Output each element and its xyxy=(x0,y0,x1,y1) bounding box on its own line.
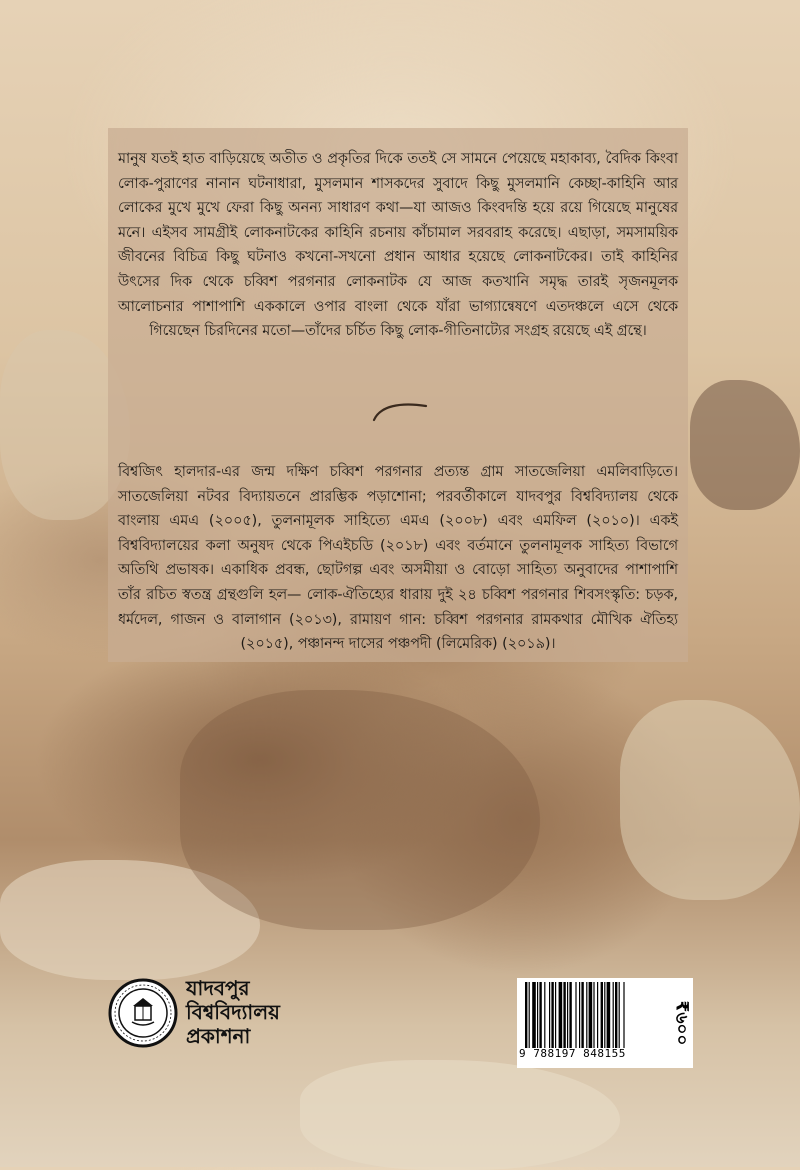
barcode-bar xyxy=(579,982,580,1048)
wall-texture xyxy=(690,380,800,510)
barcode-bar xyxy=(537,982,538,1048)
barcode-bar xyxy=(601,982,603,1048)
barcode-bar xyxy=(615,982,617,1048)
barcode-bar xyxy=(619,982,620,1048)
barcode-bar xyxy=(597,982,598,1048)
wall-texture xyxy=(180,690,540,930)
barcode-bar xyxy=(549,982,550,1048)
barcode-bar xyxy=(569,982,571,1048)
university-seal-logo xyxy=(108,978,178,1048)
wall-texture xyxy=(620,700,800,900)
barcode-bar xyxy=(604,982,605,1048)
barcode-bar xyxy=(529,982,530,1048)
barcode-bar xyxy=(567,982,568,1048)
barcode-bar xyxy=(607,982,611,1048)
barcode-bar xyxy=(589,982,593,1048)
barcode-bar xyxy=(563,982,565,1048)
barcode-bar xyxy=(555,982,556,1048)
author-bio: বিশ্বজিৎ হালদার-এর জন্ম দক্ষিণ চব্বিশ পরগনার প্রত্যন্ত গ্রাম সাতজেলিয়া এমলিবাড়িতে। সাতজেলিয়া নটবর বিদ্যায়তনে প্রারম্ভিক পড়াশোনা; পরবর্তীকালে যাদবপুর বিশ্ববিদ্যালয় থেকে বাংলায় এমএ (২০০৫), তুলনামূলক সাহিত্যে এমএ (২০০৮) এবং এমফিল (২০১০)। একই বিশ্ববিদ্যালয়ের কলা অনুষদ থেকে পিএইচডি (২০১৮) এবং বর্তমানে তুলনামূলক সাহিত্য বিভাগে অতিথি প্রভাষক। একাধিক প্রবন্ধ, ছোটগল্প এবং অসমীয়া ও বোড়ো সাহিত্য অনুবাদের পাশাপাশি তাঁর রচিত স্বতন্ত্র গ্রন্থগুলি হল— লোক-ঐতিহ্যের ধারায় দুই ২৪ চব্বিশ পরগনার শিবসংস্কৃতি: চড়ক, ধর্মদেল, গাজন ও বালাগান (২০১৩), রামায়ণ গান: চব্বিশ পরগনার রামকথার মৌখিক ঐতিহ্য (২০১৫), পঞ্চানন্দ দাসের পঞ্চপদী (লিমেরিক) (২০১৯)। xyxy=(118,464,678,653)
barcode-bar xyxy=(581,982,583,1048)
barcode-bar xyxy=(575,982,576,1048)
barcode-bar xyxy=(539,982,541,1048)
barcode-bar xyxy=(623,982,624,1048)
barcode-bar xyxy=(532,982,536,1048)
barcode-bar xyxy=(544,982,545,1048)
publisher-name xyxy=(186,976,326,1048)
barcode-bar xyxy=(559,982,563,1048)
barcode-bar xyxy=(613,982,614,1048)
barcode-bar xyxy=(551,982,553,1048)
barcode-bar xyxy=(593,982,594,1048)
isbn-number: 9 788197 848155 xyxy=(519,1047,626,1060)
barcode xyxy=(523,982,661,1048)
barcode-box xyxy=(517,978,693,1068)
barcode-bar xyxy=(586,982,587,1048)
ornament-divider xyxy=(370,398,430,426)
price-label-box xyxy=(667,978,693,1068)
publisher-line-3: প্রকাশনা xyxy=(186,1024,251,1048)
book-description: মানুষ যতই হাত বাড়িয়েছে অতীত ও প্রকৃতির দিকে ততই সে সামনে পেয়েছে মহাকাব্য, বৈদিক কিংবা লোক-পুরাণের নানান ঘটনাধারা, মুসলমান শাসকদের সুবাদে কিছু মুসলমানি কেচ্ছা-কাহিনি আর লোকের মুখে মুখে ফেরা কিছু অনন্য সাধারণ কথা—যা আজও কিংবদন্তি হয়ে রয়ে গিয়েছে মানুষের মনে। এইসব সামগ্রীই লোকনাটকের কাহিনি রচনায় কাঁচামাল সরবরাহ করেছে। এছাড়া, সমসাময়িক জীবনের বিচিত্র কিছু ঘটনাও কখনো-সখনো প্রধান আধার হয়েছে লোকনাটকের। তাই কাহিনির উৎসের দিক থেকে চব্বিশ পরগনার লোকনাটক যে আজ কতখানি সমৃদ্ধ তারই সৃজনমূলক আলোচনার পাশাপাশি এককালে ওপার বাংলা থেকে যাঁরা ভাগ্যান্বেষণে এতদঞ্চলে এসে থেকে গিয়েছেন চিরদিনের মতো—তাঁদের চর্চিত কিছু লোক-গীতিনাট্যের সংগ্রহ রয়েছে এই গ্রন্থে। xyxy=(118,151,678,340)
barcode-bar xyxy=(525,982,527,1048)
wall-texture xyxy=(300,1060,620,1170)
publisher-line-2: বিশ্ববিদ্যালয় xyxy=(186,1000,280,1024)
publisher-line-1: যাদবপুর xyxy=(186,976,250,1000)
price-label: ₹৬০০ xyxy=(671,1000,691,1046)
